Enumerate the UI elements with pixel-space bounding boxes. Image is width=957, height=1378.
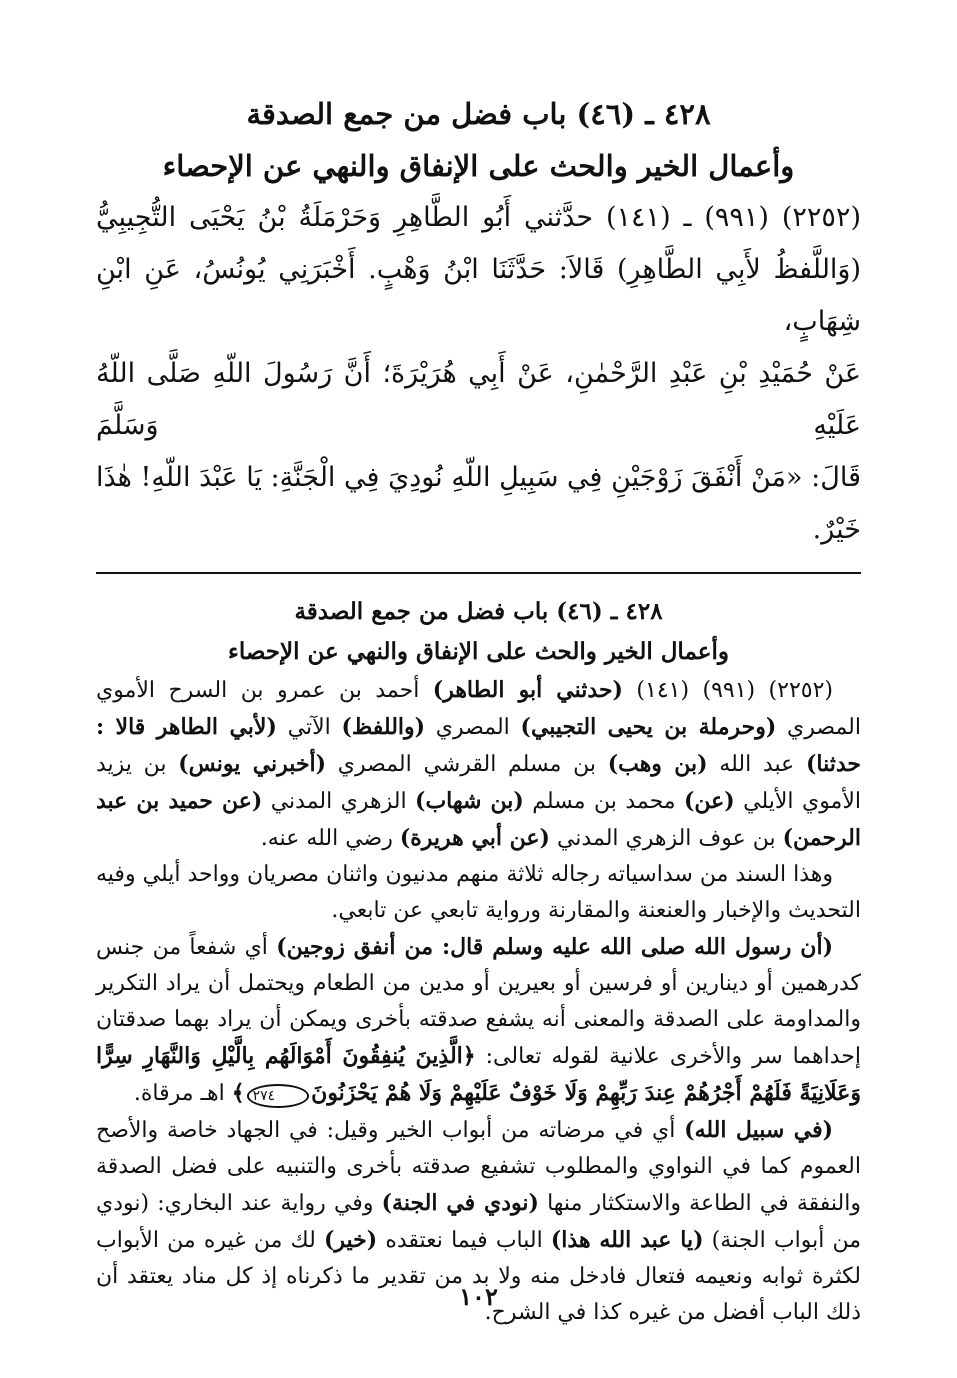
chapter-heading	[96, 88, 861, 192]
chain-analysis-paragraph: وهذا السند من سداسياته رجاله ثلاثة منهم مدنيون واثنان مصريان وواحد أيلي وفيه التحديث والإخبار والعنعنة والمقارنة ورواية تابعي عن تابعي.	[96, 862, 861, 923]
commentary-heading-line-2: وأعمال الخير والحث على الإنفاق والنهي عن الإحصاء	[228, 638, 729, 665]
hadith-line: عَنْ حُمَيْدِ بْنِ عَبْدِ الرَّحْمٰنِ، عَنْ أَبِي هُرَيْرَةَ؛ أَنَّ رَسُولَ اللّهِ صَلَّى اللّهُ عَلَيْهِ وَسَلَّمَ	[96, 358, 861, 441]
explanation-paragraph: (أن رسول الله صلى الله عليه وسلم قال: من أنفق زوجين) أي شفعاً من جنس كدرهمين أو دينارين أو فرسين أو بعيرين أو مدين من الطعام ويحتمل أن يراد التكرير والمداومة على الصدقة والمعنى أنه يشفع صدقته بأخرى ويمكن أن يراد بهما صدقتان إحداهما سر والأخرى علانية لقوله تعالى: ﴿الَّذِينَ يُنفِقُونَ أَمْوَالَهُم بِالَّيْلِ وَالنَّهَارِ سِرًّا وَعَلَانِيَةً فَلَهُمْ أَجْرُهُمْ عِندَ رَبِّهِمْ وَلَا خَوْفٌ عَلَيْهِمْ وَلَا هُمْ يَحْزَنُونَ٢٧٤﴾ اهـ مرقاة.	[96, 934, 861, 1106]
section-divider	[96, 572, 861, 574]
chapter-heading-line-1: ٤٢٨ ـ (٤٦) باب فضل من جمع الصدقة	[246, 97, 711, 131]
chapter-heading-line-2: وأعمال الخير والحث على الإنفاق والنهي عن الإحصاء	[162, 149, 795, 183]
isnad-paragraph: (٢٢٥٢) (٩٩١) (١٤١) (حدثني أبو الطاهر) أحمد بن عمرو بن السرح الأموي المصري (وحرملة بن يحيى التجيبي) المصري (واللفظ) الآتي (لأبي الطاهر قالا : حدثنا) عبد الله (بن وهب) بن مسلم القرشي المصري (أخبرني يونس) بن يزيد الأموي الأيلي (عن) محمد بن مسلم (بن شهاب) الزهري المدني (عن حميد بن عبد الرحمن) بن عوف الزهري المدني (عن أبي هريرة) رضي الله عنه.	[96, 677, 861, 851]
hadith-line: (٢٢٥٢) (٩٩١) ـ (١٤١) حدَّثني أَبُو الطَّاهِرِ وَحَرْمَلَةُ بْنُ يَحْيَى التُّجِيبِيُّ	[96, 202, 861, 233]
ayah-number-marker: ٢٧٤	[247, 1084, 310, 1108]
hadith-line: قَالَ: «مَنْ أَنْفَقَ زَوْجَيْنِ فِي سَبِيلِ اللّهِ نُودِيَ فِي الْجَنَّةِ: يَا عَبْدَ اللّهِ! هٰذَا خَيْرٌ.	[96, 462, 861, 545]
commentary-heading-line-1: ٤٢٨ ـ (٤٦) باب فضل من جمع الصدقة	[294, 598, 663, 625]
page-number: ١٠٢	[459, 1282, 498, 1311]
commentary-heading	[96, 592, 861, 672]
commentary-text	[96, 672, 861, 1331]
explanation-paragraph: (في سبيل الله) أي في مرضاته من أبواب الخير وقيل: في الجهاد خاصة والأصح العموم كما في النواوي والمطلوب تشفيع صدقته بأخرى والتنبيه على فضل الصدقة والنفقة في الطاعة والاستكثار منها (نودي في الجنة) وفي رواية عند البخاري: (نودي من أبواب الجنة) (يا عبد الله هذا) الباب فيما نعتقده (خير) لك من غيره من الأبواب لكثرة ثوابه ونعيمه فتعال فادخل منه ولا بد من تقدير ما ذكرناه إذ كل مناد يعتقد أن ذلك الباب أفضل من غيره كذا في الشرح.	[96, 1117, 862, 1325]
hadith-text	[96, 192, 861, 556]
hadith-line: (وَاللَّفظُ لأَبِي الطَّاهِرِ) قَالاَ: حَدَّثَنَا ابْنُ وَهْبٍ. أَخْبَرَنِي يُونُسُ، عَنِ ابْنِ شِهَابٍ،	[96, 254, 861, 337]
quran-verse: ﴿الَّذِينَ يُنفِقُونَ أَمْوَالَهُم بِالَّيْلِ وَالنَّهَارِ سِرًّا وَعَلَانِيَةً فَلَهُمْ أَجْرُهُمْ عِندَ رَبِّهِمْ وَلَا خَوْفٌ عَلَيْهِمْ وَلَا هُمْ يَحْزَنُونَ	[96, 1043, 861, 1106]
